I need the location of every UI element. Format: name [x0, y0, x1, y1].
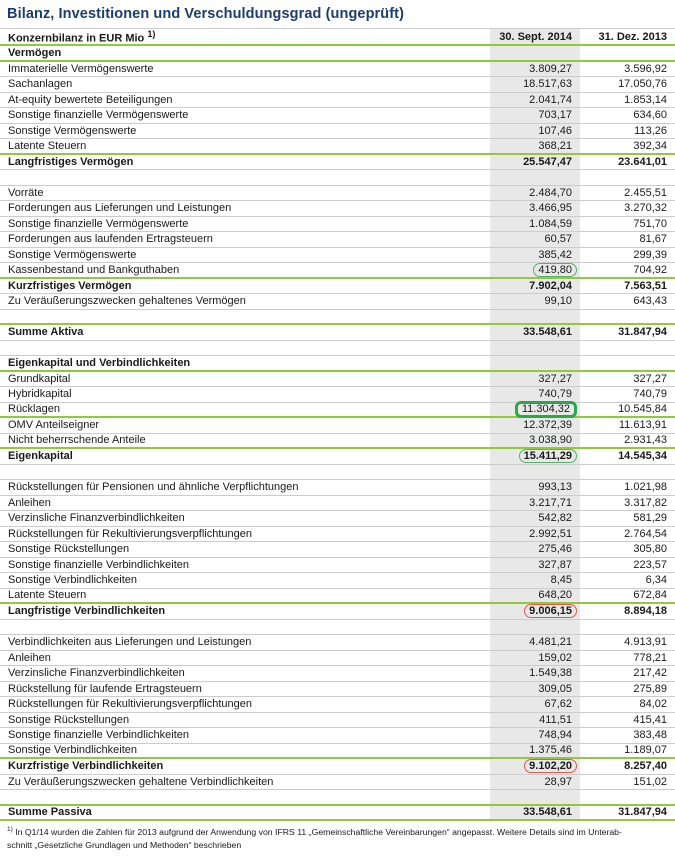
value-2013: 11.613,91 — [618, 419, 667, 432]
value-2013: 634,60 — [633, 109, 667, 122]
value-2014: 33.548,61 — [523, 806, 572, 819]
value-2014: 748,94 — [538, 729, 572, 742]
table-row — [0, 511, 675, 527]
row-label: Rückstellungen für Pensionen und ähnliche Verpflichtungen — [8, 481, 299, 494]
value-2014 — [490, 449, 580, 463]
value-2013: 581,29 — [633, 512, 667, 525]
row-label: Rückstellungen für Rekultivierungsverpflichtungen — [8, 527, 252, 540]
row-label: Summe Aktiva — [8, 326, 84, 339]
row-label: Sonstige Rückstellungen — [8, 543, 130, 556]
row-label: Rückstellungen für Rekultivierungsverpflichtungen — [8, 698, 252, 711]
column-header-2013: 31. Dez. 2013 — [598, 30, 667, 43]
value-2013: 740,79 — [633, 388, 667, 401]
value-2014: 7.902,04 — [529, 279, 572, 292]
table-row — [0, 186, 675, 202]
value-2013: 14.545,34 — [618, 450, 667, 463]
table-row — [0, 651, 675, 667]
value-2014: 368,21 — [538, 139, 572, 152]
annotation-red-circle: 9.006,15 — [524, 604, 577, 618]
balance-sheet-table — [0, 28, 675, 821]
row-label: Forderungen aus Lieferungen und Leistungen — [8, 202, 232, 215]
value-2013: 305,80 — [633, 543, 667, 556]
table-row — [0, 434, 675, 450]
section-header-row — [0, 356, 675, 372]
value-2013: 1.189,07 — [624, 744, 667, 757]
table-row — [0, 124, 675, 140]
value-2014: 2.992,51 — [529, 527, 572, 540]
value-2014 — [490, 759, 580, 773]
table-row — [0, 201, 675, 217]
value-2013: 113,26 — [634, 124, 667, 137]
row-label: Sonstige finanzielle Verbindlichkeiten — [8, 558, 190, 571]
table-row — [0, 232, 675, 248]
row-label: Sonstige Vermögenswerte — [8, 124, 137, 137]
subtotal-row — [0, 759, 675, 775]
row-label: Grundkapital — [8, 372, 71, 385]
table-row — [0, 248, 675, 264]
value-2014 — [490, 604, 580, 618]
value-2014: 18.517,63 — [523, 78, 572, 91]
table-row — [0, 418, 675, 434]
row-label: Forderungen aus laufenden Ertragsteuern — [8, 233, 213, 246]
value-2014: 411,51 — [539, 713, 572, 726]
value-2014: 60,57 — [544, 233, 572, 246]
row-label: At-equity bewertete Beteiligungen — [8, 93, 173, 106]
table-row — [0, 542, 675, 558]
value-2013: 778,21 — [633, 651, 667, 664]
value-2013: 8.257,40 — [624, 760, 667, 773]
value-2013: 31.847,94 — [618, 806, 667, 819]
table-header-label-text: Konzernbilanz in EUR Mio — [8, 32, 145, 45]
value-2014: 740,79 — [538, 388, 572, 401]
value-2013: 8.894,18 — [624, 605, 667, 618]
table-row — [0, 77, 675, 93]
value-2014: 33.548,61 — [523, 326, 572, 339]
column-header-2014: 30. Sept. 2014 — [499, 30, 572, 43]
value-2014: 3.217,71 — [529, 496, 572, 509]
table-row — [0, 480, 675, 496]
row-label: Anleihen — [8, 651, 51, 664]
value-2013: 2.931,43 — [624, 434, 667, 447]
table-header-label — [0, 29, 490, 45]
value-2014: 25.547,47 — [523, 155, 572, 168]
table-row — [0, 403, 675, 419]
table-header-row — [0, 28, 675, 46]
table-row — [0, 263, 675, 279]
value-2013: 704,92 — [633, 263, 667, 276]
annotation-red-circle: 9.102,20 — [524, 759, 577, 773]
row-label: Kassenbestand und Bankguthaben — [8, 263, 180, 276]
value-2014: 1.084,59 — [529, 217, 572, 230]
annotation-green-thin-circle: 15.411,29 — [519, 449, 577, 463]
value-2013: 10.545,84 — [618, 403, 667, 416]
value-2014: 648,20 — [538, 589, 572, 602]
value-2013: 751,70 — [633, 217, 667, 230]
footnote — [0, 821, 675, 851]
subtotal-row — [0, 806, 675, 822]
row-label: Langfristiges Vermögen — [8, 155, 134, 168]
row-label: Sonstige Verbindlichkeiten — [8, 744, 138, 757]
subtotal-row — [0, 449, 675, 465]
table-row — [0, 713, 675, 729]
row-label: Verbindlichkeiten aus Lieferungen und Leistungen — [8, 636, 252, 649]
value-2013: 299,39 — [633, 248, 667, 261]
value-2014: 542,82 — [538, 512, 572, 525]
footnote-line-2: schnitt „Gesetzliche Grundlagen und Methoden“ beschrieben — [7, 839, 242, 850]
row-label: Sonstige finanzielle Verbindlichkeiten — [8, 729, 190, 742]
table-row — [0, 217, 675, 233]
value-2014: 275,46 — [538, 543, 572, 556]
row-label: Latente Steuern — [8, 589, 87, 602]
value-2013: 3.596,92 — [624, 62, 667, 75]
subtotal-row — [0, 279, 675, 295]
table-row — [0, 635, 675, 651]
row-label: Sonstige Vermögenswerte — [8, 248, 137, 261]
table-row — [0, 589, 675, 605]
value-2014: 1.375,46 — [529, 744, 572, 757]
annotation-green-thin-circle: 419,80 — [533, 263, 577, 277]
value-2013: 2.455,51 — [624, 186, 667, 199]
row-label: Vorräte — [8, 186, 44, 199]
spacer-row — [0, 310, 675, 326]
value-2013: 31.847,94 — [618, 326, 667, 339]
spacer-row — [0, 341, 675, 357]
row-label: Rücklagen — [8, 403, 60, 416]
table-row — [0, 558, 675, 574]
spacer-row — [0, 620, 675, 636]
value-2013: 217,42 — [633, 667, 667, 680]
value-2013: 6,34 — [645, 574, 667, 587]
table-row — [0, 372, 675, 388]
row-label: Sonstige Verbindlichkeiten — [8, 574, 138, 587]
table-row — [0, 775, 675, 791]
footnote-line-1: In Q1/14 wurden die Zahlen für 2013 aufgrund der Anwendung von IFRS 11 „Gemeinschaftliche Vereinbarungen“ angepasst. Weitere Details sind im Unterab- — [15, 826, 622, 837]
row-label: Langfristige Verbindlichkeiten — [8, 605, 166, 618]
table-row — [0, 496, 675, 512]
row-label: Eigenkapital — [8, 450, 73, 463]
row-label: Zu Veräußerungszwecken gehaltene Verbindlichkeiten — [8, 775, 274, 788]
value-2014: 1.549,38 — [529, 667, 572, 680]
row-label: Eigenkapital und Verbindlichkeiten — [8, 356, 191, 369]
value-2013: 81,67 — [639, 233, 667, 246]
value-2014: 99,10 — [544, 295, 572, 308]
table-row — [0, 62, 675, 78]
footnote-reference: 1) — [7, 826, 13, 833]
row-label: Zu Veräußerungszwecken gehaltenes Vermögen — [8, 295, 246, 308]
value-2014: 67,62 — [544, 698, 572, 711]
row-label: Nicht beherrschende Anteile — [8, 434, 146, 447]
row-label: Hybridkapital — [8, 388, 72, 401]
table-row — [0, 108, 675, 124]
value-2014: 107,46 — [538, 124, 572, 137]
value-2014: 385,42 — [538, 248, 572, 261]
row-label: Kurzfristiges Vermögen — [8, 279, 132, 292]
row-label: OMV Anteilseigner — [8, 419, 100, 432]
value-2014: 3.038,90 — [529, 434, 572, 447]
spacer-row — [0, 465, 675, 481]
value-2013: 23.641,01 — [618, 155, 667, 168]
table-row — [0, 682, 675, 698]
value-2013: 643,43 — [633, 295, 667, 308]
value-2013: 4.913,91 — [624, 636, 667, 649]
value-2013: 17.050,76 — [618, 78, 667, 91]
value-2014: 703,17 — [538, 109, 572, 122]
spacer-row — [0, 170, 675, 186]
row-label: Anleihen — [8, 496, 51, 509]
value-2014: 8,45 — [550, 574, 572, 587]
spacer-row — [0, 790, 675, 806]
row-label: Sonstige finanzielle Vermögenswerte — [8, 217, 189, 230]
value-2014: 2.041,74 — [529, 93, 572, 106]
table-row — [0, 744, 675, 760]
value-2013: 327,27 — [633, 372, 667, 385]
value-2013: 1.853,14 — [624, 93, 667, 106]
value-2014: 12.372,39 — [523, 419, 572, 432]
value-2014 — [490, 401, 580, 418]
value-2013: 275,89 — [633, 682, 667, 695]
row-label: Kurzfristige Verbindlichkeiten — [8, 760, 164, 773]
value-2013: 392,34 — [633, 139, 667, 152]
table-row — [0, 728, 675, 744]
value-2014: 3.809,27 — [529, 62, 572, 75]
value-2013: 415,41 — [633, 713, 667, 726]
value-2013: 383,48 — [633, 729, 667, 742]
value-2013: 7.563,51 — [624, 279, 667, 292]
table-row — [0, 93, 675, 109]
value-2013: 84,02 — [639, 698, 667, 711]
value-2014: 2.484,70 — [529, 186, 572, 199]
table-body — [0, 46, 675, 821]
row-label: Sonstige finanzielle Vermögenswerte — [8, 109, 189, 122]
value-2013: 3.317,82 — [624, 496, 667, 509]
value-2014: 3.466,95 — [529, 202, 572, 215]
table-row — [0, 666, 675, 682]
value-2014: 309,05 — [538, 682, 572, 695]
value-2014 — [490, 263, 580, 277]
value-2013: 3.270,32 — [624, 202, 667, 215]
value-2013: 223,57 — [633, 558, 667, 571]
table-row — [0, 139, 675, 155]
annotation-green-thick-circle: 11.304,32 — [515, 401, 577, 418]
subtotal-row — [0, 604, 675, 620]
table-row — [0, 527, 675, 543]
value-2013: 1.021,98 — [624, 481, 667, 494]
value-2013: 2.764,54 — [624, 527, 667, 540]
value-2013: 151,02 — [633, 775, 667, 788]
row-label: Latente Steuern — [8, 139, 87, 152]
subtotal-row — [0, 155, 675, 171]
row-label: Vermögen — [8, 46, 62, 59]
footnote-reference: 1) — [147, 28, 156, 39]
row-label: Verzinsliche Finanzverbindlichkeiten — [8, 512, 185, 525]
page-title: Bilanz, Investitionen und Verschuldungsgrad (ungeprüft) — [7, 6, 405, 22]
value-2014: 28,97 — [544, 775, 572, 788]
value-2014: 4.481,21 — [529, 636, 572, 649]
table-row — [0, 573, 675, 589]
row-label: Verzinsliche Finanzverbindlichkeiten — [8, 667, 185, 680]
table-row — [0, 294, 675, 310]
value-2014: 327,87 — [538, 558, 572, 571]
value-2014: 159,02 — [538, 651, 572, 664]
value-2014: 327,27 — [538, 372, 572, 385]
row-label: Sonstige Rückstellungen — [8, 713, 130, 726]
row-label: Sachanlagen — [8, 78, 73, 91]
table-row — [0, 697, 675, 713]
subtotal-row — [0, 325, 675, 341]
row-label: Summe Passiva — [8, 806, 92, 819]
section-header-row — [0, 46, 675, 62]
row-label: Immaterielle Vermögenswerte — [8, 62, 154, 75]
row-label: Rückstellung für laufende Ertragsteuern — [8, 682, 202, 695]
value-2014: 993,13 — [538, 481, 572, 494]
value-2013: 672,84 — [633, 589, 667, 602]
